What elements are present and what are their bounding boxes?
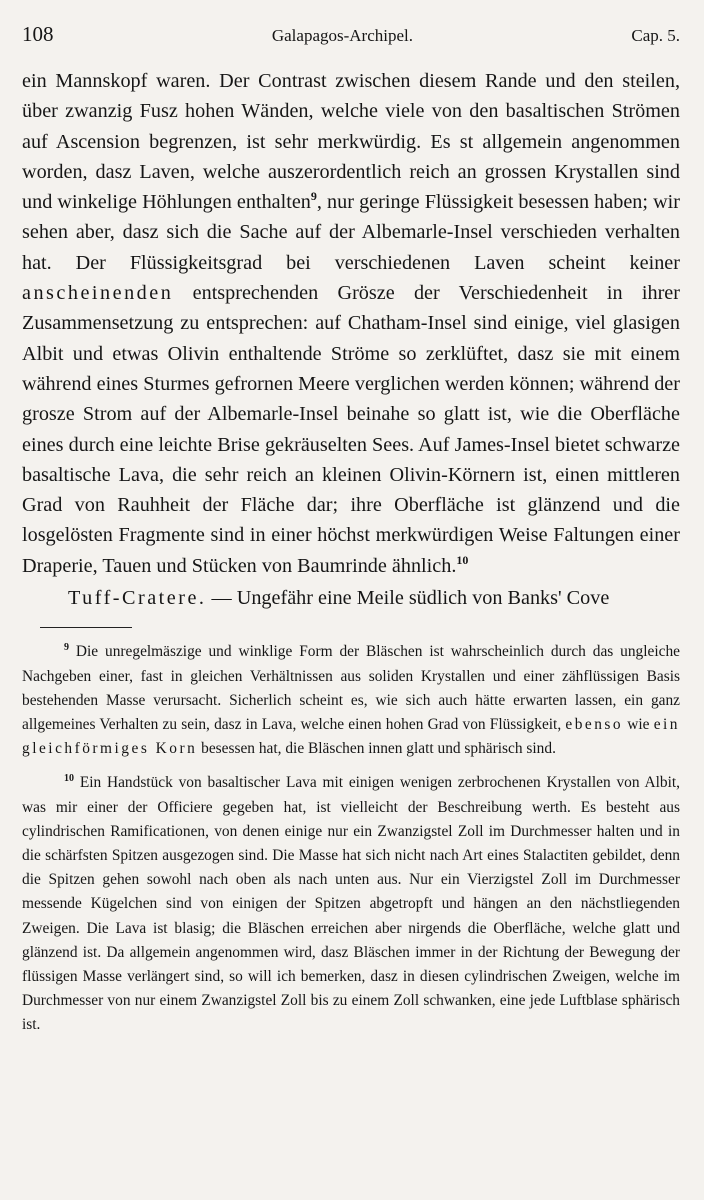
chapter-label: Cap. 5. (631, 26, 680, 45)
footnote-divider (40, 627, 132, 628)
text-run: Die unregelmäszige und winklige Form der Bläschen ist wahrscheinlich durch das ungleiche Nachgeben einer, fast in gleichen Verhältnissen aus soliden Krystallen und einer zähflüssigen Basis bestehenden Masse verursacht. Sicherlich scheint es, wie sich auch hätte erwarten lassen, ein ganz allgemeines Verhalten zu sein, dasz in Lava, welche einen hohen Grad von Flüssigkeit, (22, 643, 680, 733)
text-run: ein Mannskopf waren. Der Contrast zwischen diesem Rande und den steilen, über zwanzig Fusz hohen Wänden, welche viele von den basaltischen Strömen auf Ascension begrenzen, ist sehr merkwürdig. Es st allgemein angenommen worden, dasz Laven, welche auszerordentlich reich an grossen Krystallen sind und winkelige Höhlungen enthalten (22, 70, 680, 214)
footnote-ref-9[interactable]: 9 (310, 189, 317, 204)
page-number: 108 (22, 22, 54, 46)
running-title: Galapagos-Archipel. (271, 26, 413, 45)
text-run: — Ungefähr eine Meile südlich von Banks' Cove (206, 587, 610, 610)
text-run: Ein Handstück von basaltischer Lava mit einigen wenigen zerbrochenen Krystallen von Albit, was mir einer der Officiere gegeben hat, ist vielleicht der Beschreibung werth. Es besteht aus cylindrischen Ramificationen, von denen einige nur ein Zwanzigstel Zoll im Durchmesser halten und in die schärfsten Spitzen ausgezogen sind. Die Masse hat sich nicht nach Art eines Stalactiten gebildet, denn die Spitzen gehen sowohl nach oben als nach unten aus. Nur ein Vierzigstel Zoll im Durchmesser messende Kügelchen sind von einigen der Spitzen abgetropft und hängen an den nächstliegenden Zweigen. Die Lava ist blasig; die Bläschen erreichen aber nirgends die Oberfläche, welche glatt und glänzend ist. Da allgemein angenommen wird, dasz Bläschen immer in der Richtung der Bewegung der flüssigen Masse verlängert sind, so will ich bemerken, dasz in diesen cylindrischen Zweigen, welche im Durchmesser von nur einem Zwanzigstel Zoll bis zu einem Zoll schwanken, eine jede Luftblase sphärisch ist. (22, 774, 680, 1034)
paragraph-tuff-cratere (22, 583, 680, 613)
footnote-9 (22, 640, 680, 761)
footnote-marker: 9 (64, 642, 69, 654)
page-header (22, 22, 680, 62)
paragraph (22, 66, 680, 581)
spaced-emphasis: ebenso (565, 715, 624, 733)
footnotes (22, 640, 680, 1037)
footnote-10 (22, 771, 680, 1037)
main-text (22, 66, 680, 613)
text-run: besessen hat, die Bläschen innen glatt und sphärisch sind. (197, 740, 556, 758)
footnote-ref-10[interactable]: 10 (456, 552, 469, 567)
spaced-emphasis: anscheinenden (22, 282, 174, 305)
section-run-in-heading: Tuff-Cratere. (68, 587, 207, 610)
text-run: , nur geringe Flüssigkeit besessen haben; wir sehen aber, dasz sich die Sache auf der Albemarle-Insel verschieden verhalten hat. Der Flüssigkeitsgrad bei verschiedenen Laven scheint keiner (22, 191, 680, 274)
spaced-emphasis: ein gleichförmiges Korn (22, 715, 680, 758)
text-run: entsprechenden Grösze der Verschiedenheit in ihrer Zusammensetzung zu entsprechen: auf Chatham-Insel sind einige, viel glasigen Albit und etwas Olivin enthaltende Ströme so zerklüftet, dasz sie mit einem während eines Sturmes gefrornen Meere verglichen werden können; während der grosze Strom auf der Albemarle-Insel beinahe so glatt ist, wie die Oberfläche eines durch eine leichte Brise gekräuselten Sees. Auf James-Insel bietet schwarze basaltische Lava, die sehr reich an kleinen Olivin-Körnern ist, einen mittleren Grad von Rauhheit der Fläche dar; ihre Oberfläche ist glänzend und die losgelösten Fragmente sind in einer höchst merkwürdigen Weise Faltungen einer Draperie, Tauen und Stücken von Baumrinde ähnlich. (22, 282, 680, 577)
text-run: wie (623, 715, 654, 733)
footnote-marker: 10 (64, 773, 74, 785)
